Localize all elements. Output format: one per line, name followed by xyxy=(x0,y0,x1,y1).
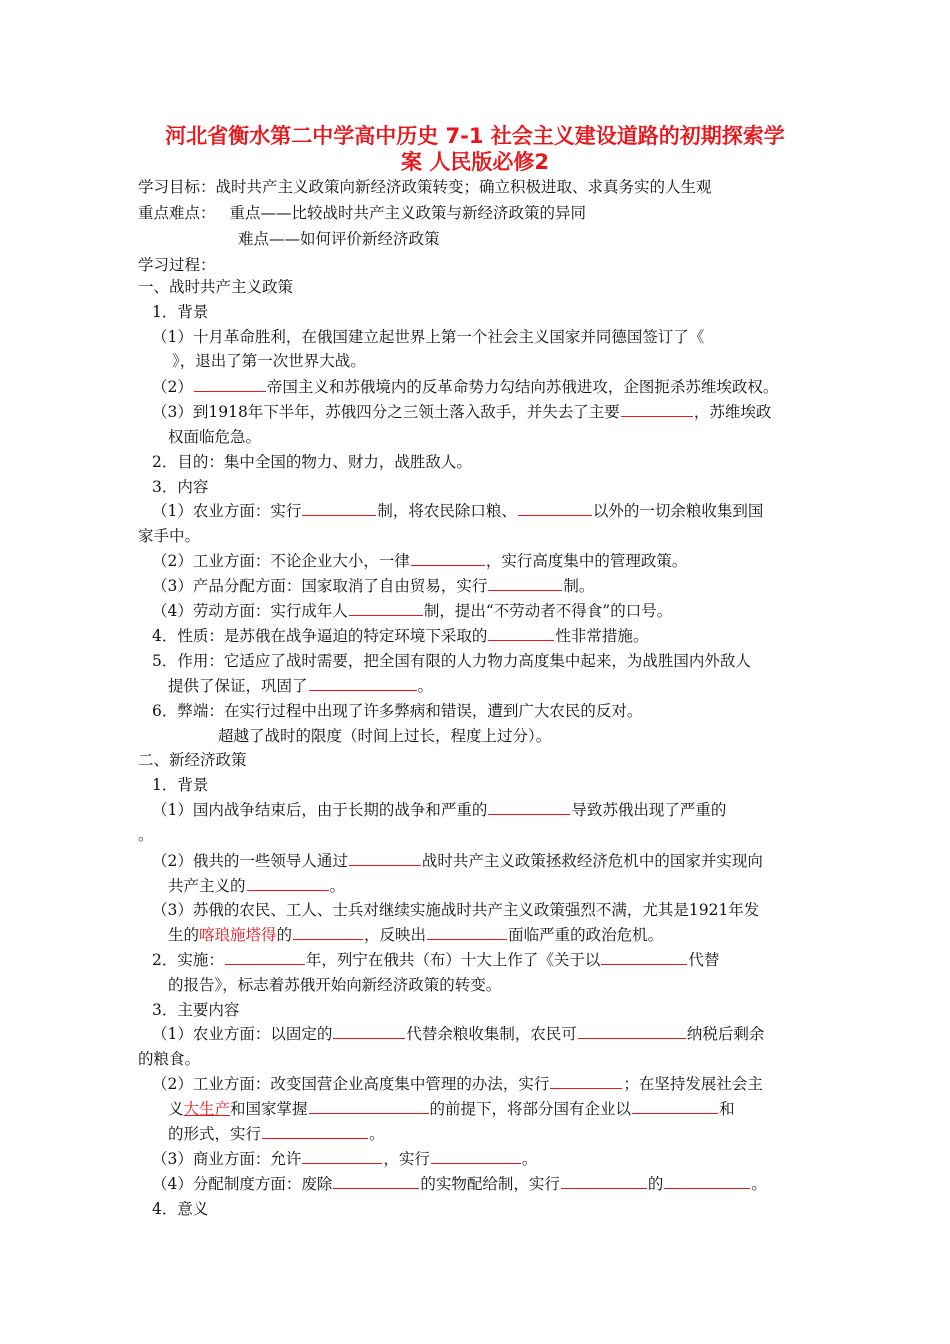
fill-blank[interactable] xyxy=(293,925,363,940)
fill-blank[interactable] xyxy=(488,576,562,591)
s2-bg3-line2 xyxy=(168,925,663,945)
text: 2．实施： xyxy=(152,951,224,969)
s2-m1-line xyxy=(152,1024,764,1044)
fill-blank[interactable] xyxy=(349,851,421,866)
text: ；在坚持发展社会主 xyxy=(623,1075,763,1093)
s1-c4-line xyxy=(152,601,672,621)
text: 战时共产主义政策拯救经济危机中的国家并实现向 xyxy=(421,852,763,870)
text: 共产主义的 xyxy=(168,877,246,895)
text: 的 xyxy=(276,926,293,944)
s1-c1-line2: 家手中。 xyxy=(138,527,201,545)
text: 的 xyxy=(647,1175,664,1193)
text: （4）劳动方面：实行成年人 xyxy=(152,602,348,620)
text: （1）十月革命胜利，在俄国建立起世界上第一个社会主义国家并同德国签订了《 xyxy=(152,328,705,346)
s2-m2-line2 xyxy=(168,1099,735,1119)
text: （3）产品分配方面：国家取消了自由贸易，实行 xyxy=(152,577,488,595)
fill-blank[interactable] xyxy=(333,1174,419,1189)
s2-bg1-line xyxy=(152,800,726,820)
text: 生的 xyxy=(168,926,200,944)
text: 的形式，实行 xyxy=(168,1125,262,1143)
s1-c1-line xyxy=(152,501,763,521)
text: 代替余粮收集制，农民可 xyxy=(406,1025,577,1043)
s1-nature xyxy=(152,626,648,646)
text: 4．性质：是苏俄在战争逼迫的特定环境下采取的 xyxy=(152,627,488,645)
s1-c3-line xyxy=(152,576,594,596)
text: （2）工业方面：不论企业大小，一律 xyxy=(152,552,410,570)
key-point: 重点——比较战时共产主义政策与新经济政策的异同 xyxy=(229,204,587,222)
fill-blank[interactable] xyxy=(601,950,687,965)
s1-bg1-line xyxy=(152,327,814,347)
difficult-point: 难点——如何评价新经济政策 xyxy=(238,230,440,248)
fill-blank[interactable] xyxy=(578,1024,686,1039)
s2-m4-line xyxy=(152,1174,767,1194)
blank xyxy=(169,352,171,366)
s2-bg2-line2 xyxy=(168,876,345,896)
text: （2） xyxy=(152,378,193,396)
fill-blank[interactable] xyxy=(411,551,485,566)
fill-blank[interactable] xyxy=(664,1174,750,1189)
s1-content-heading: 3．内容 xyxy=(152,478,209,496)
s2-m2-line xyxy=(152,1074,763,1094)
text: 制。 xyxy=(563,577,595,595)
text: 年，列宁在俄共（布）十大上作了《关于以 xyxy=(305,951,601,969)
text: 。 xyxy=(751,1175,767,1193)
s1-effect: 5．作用：它适应了战时需要，把全国有限的人力物力高度集中起来，为战胜国内外敌人 xyxy=(152,652,751,670)
s1-flaw: 6．弊端：在实行过程中出现了许多弊病和错误，遭到广大农民的反对。 xyxy=(152,702,643,720)
fill-blank[interactable] xyxy=(621,402,693,417)
fill-blank[interactable] xyxy=(302,1149,382,1164)
s1-bg2-line xyxy=(152,377,778,397)
text: 导致苏俄出现了严重的 xyxy=(571,801,727,819)
fill-blank[interactable] xyxy=(333,1024,405,1039)
text: 的实物配给制，实行 xyxy=(420,1175,560,1193)
text: 义 xyxy=(168,1100,184,1118)
fill-blank[interactable] xyxy=(302,501,376,516)
s2-background-heading: 1．背景 xyxy=(152,776,209,794)
fill-blank[interactable] xyxy=(247,876,329,891)
s1-bg3-line xyxy=(152,402,771,422)
document-title xyxy=(120,123,830,175)
text: 面临严重的政治危机。 xyxy=(508,926,664,944)
text: 代替 xyxy=(688,951,720,969)
text: （1）国内战争结束后，由于长期的战争和严重的 xyxy=(152,801,488,819)
text: 的前提下，将部分国有企业以 xyxy=(429,1100,632,1118)
text: ，苏维埃政 xyxy=(693,403,772,421)
text: 和 xyxy=(719,1100,735,1118)
fill-blank[interactable] xyxy=(518,501,592,516)
text: ，实行 xyxy=(383,1150,430,1168)
s1-background-heading: 1．背景 xyxy=(152,303,209,321)
learning-goal xyxy=(138,177,712,197)
s1-bg1-line2 xyxy=(168,351,366,371)
s2-main-heading: 3．主要内容 xyxy=(152,1001,240,1019)
s2-meaning-heading: 4．意义 xyxy=(152,1200,209,1218)
goal-label: 学习目标： xyxy=(138,178,216,196)
title-line-1: 河北省衡水第二中学高中历史 7-1 社会主义建设道路的初期探索学 xyxy=(165,124,785,148)
section1-heading: 一、战时共产主义政策 xyxy=(138,278,294,296)
text: （3）到1918年下半年，苏俄四分之三领土落入敌手，并失去了主要 xyxy=(152,403,620,421)
text: 制，将农民除口粮、 xyxy=(377,502,517,520)
s2-impl-line2: 的报告》，标志着苏俄开始向新经济政策的转变。 xyxy=(168,976,502,994)
text: （1）农业方面：以固定的 xyxy=(152,1025,333,1043)
text: 以外的一切余粮收集到国 xyxy=(592,502,764,520)
s1-effect-line2 xyxy=(168,676,433,696)
fill-blank[interactable] xyxy=(550,1074,622,1089)
text: （3）商业方面：允许 xyxy=(152,1150,302,1168)
text: 。 xyxy=(417,677,434,695)
section2-heading: 二、新经济政策 xyxy=(138,751,247,769)
text: 。 xyxy=(369,1125,385,1143)
s2-bg2-line xyxy=(152,851,763,871)
text: 》，退出了第一次世界大战。 xyxy=(172,352,366,370)
key-label: 重点难点： xyxy=(138,204,216,222)
text: 制，提出“不劳动者不得食”的口号。 xyxy=(423,602,673,620)
s1-flaw-line2: 超越了战时的限度（时间上过长，程度上过分）。 xyxy=(218,727,552,745)
s2-bg3-line: （3）苏俄的农民、工人、士兵对继续实施战时共产主义政策强烈不满，尤其是1921年发 xyxy=(152,901,760,919)
goal-text: 战时共产主义政策向新经济政策转变；确立积极进取、求真务实的人生观 xyxy=(215,178,712,196)
text: 性非常措施。 xyxy=(555,627,649,645)
text: ，反映出 xyxy=(364,926,427,944)
fill-blank[interactable] xyxy=(488,800,570,815)
text: （2）工业方面：改变国营企业高度集中管理的办法，实行 xyxy=(152,1075,550,1093)
s2-bg1-line2: 。 xyxy=(138,826,154,844)
key-points xyxy=(138,203,586,223)
text: 纳税后剩余 xyxy=(686,1025,765,1043)
text: （4）分配制度方面：废除 xyxy=(152,1175,333,1193)
fill-blank[interactable] xyxy=(262,1124,368,1139)
s2-impl-line xyxy=(152,950,719,970)
text: 和国家掌握 xyxy=(230,1100,308,1118)
text: （2）俄共的一些领导人通过 xyxy=(152,852,348,870)
fill-blank[interactable] xyxy=(309,676,417,691)
fill-blank[interactable] xyxy=(349,601,423,616)
fill-blank[interactable] xyxy=(488,626,554,641)
highlighted-term: 喀琅施塔得 xyxy=(199,926,277,944)
text: （1）农业方面：实行 xyxy=(152,502,302,520)
fill-blank[interactable] xyxy=(427,925,507,940)
s1-aim: 2．目的：集中全国的物力、财力，战胜敌人。 xyxy=(152,453,472,471)
s1-bg3-line2: 权面临危急。 xyxy=(168,428,262,446)
s2-m2-line3 xyxy=(168,1124,385,1144)
s2-m3-line xyxy=(152,1149,537,1169)
s2-m1-line2: 的粮食。 xyxy=(138,1050,201,1068)
text: 。 xyxy=(329,877,346,895)
highlighted-term: 大生产 xyxy=(183,1100,231,1118)
fill-blank[interactable] xyxy=(309,1099,429,1114)
fill-blank[interactable] xyxy=(194,377,266,392)
text: 帝国主义和苏俄境内的反革命势力勾结向苏俄进攻，企图扼杀苏维埃政权。 xyxy=(266,378,779,396)
fill-blank[interactable] xyxy=(632,1099,718,1114)
fill-blank[interactable] xyxy=(225,950,305,965)
fill-blank[interactable] xyxy=(431,1149,521,1164)
s1-c2-line xyxy=(152,551,687,571)
text: 。 xyxy=(521,1150,538,1168)
fill-blank[interactable] xyxy=(561,1174,647,1189)
title-line-2: 案 人民版必修2 xyxy=(401,150,549,174)
text: ，实行高度集中的管理政策。 xyxy=(485,552,688,570)
text: 提供了保证，巩固了 xyxy=(168,677,308,695)
process-label: 学习过程： xyxy=(138,256,216,274)
